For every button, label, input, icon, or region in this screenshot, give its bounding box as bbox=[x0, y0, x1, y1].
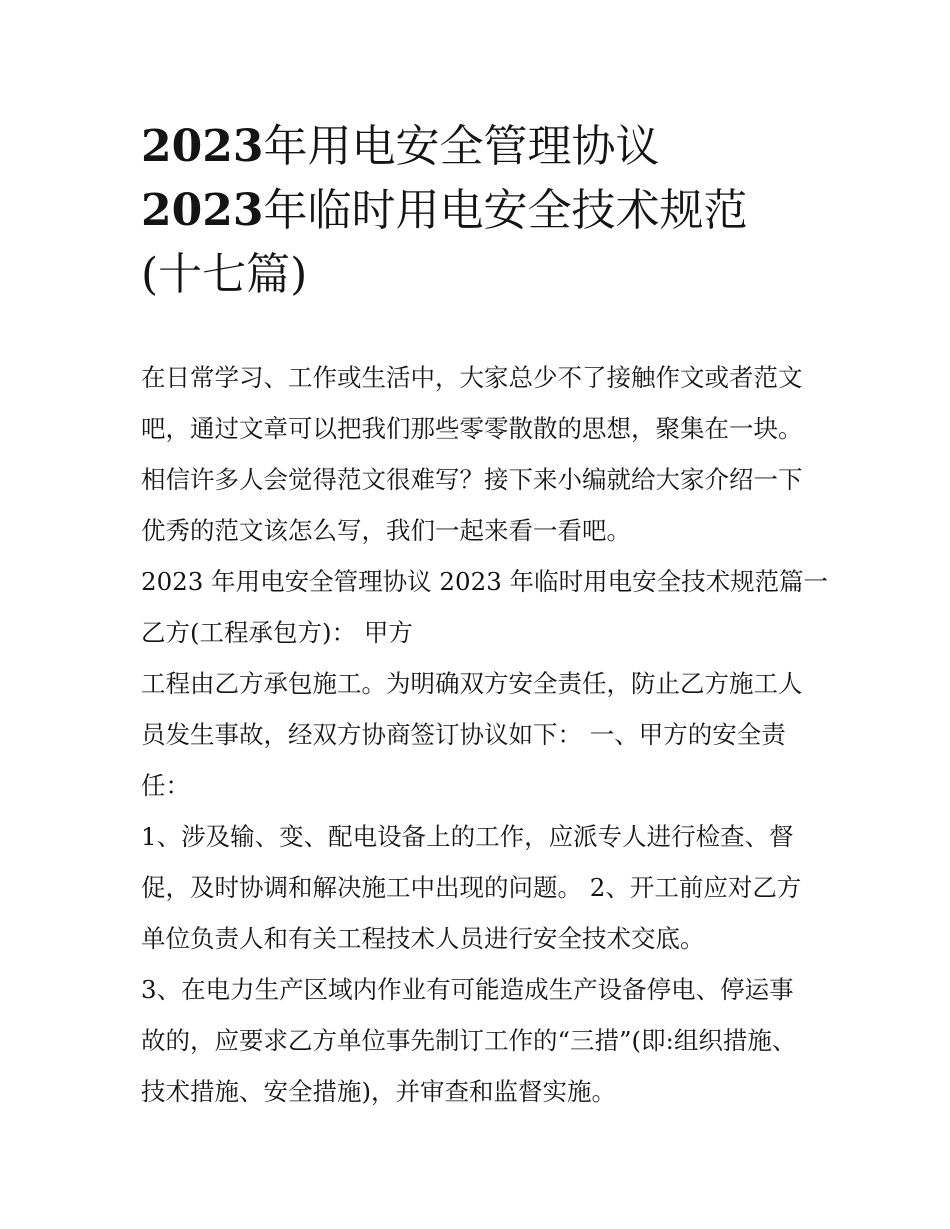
body-line: 技术措施、安全措施)，并审查和监督实施。 bbox=[141, 1077, 617, 1106]
body-line: 吧，通过文章可以把我们那些零零散散的思想，聚集在一块。 bbox=[141, 414, 803, 443]
title-year-2: 2023 bbox=[141, 185, 264, 236]
title-line-1 bbox=[141, 115, 831, 179]
section-heading: 2023 年用电安全管理协议 2023 年临时用电安全技术规范篇一 bbox=[141, 567, 829, 596]
body-line: 优秀的范文该怎么写，我们一起来看一看吧。 bbox=[141, 516, 631, 545]
title-text-2: 年临时用电安全技术规范 bbox=[263, 185, 748, 236]
title-line-3 bbox=[141, 243, 831, 307]
body-line: 相信许多人会觉得范文很难写？接下来小编就给大家介绍一下 bbox=[141, 465, 803, 494]
title-text-3: (十七篇) bbox=[141, 249, 308, 300]
title-year-1: 2023 bbox=[141, 121, 264, 172]
body-line: 3、在电力生产区域内作业有可能造成生产设备停电、停运事 bbox=[141, 975, 794, 1004]
body-line: 促，及时协调和解决施工中出现的问题。 2、开工前应对乙方 bbox=[141, 873, 802, 902]
body-line: 任： bbox=[141, 771, 190, 800]
title-line-2 bbox=[141, 179, 831, 243]
body-line: 1、涉及输、变、配电设备上的工作，应派专人进行检查、督 bbox=[141, 822, 794, 851]
document-body bbox=[141, 352, 831, 1117]
body-line: 单位负责人和有关工程技术人员进行安全技术交底。 bbox=[141, 924, 705, 953]
body-line: 工程由乙方承包施工。为明确双方安全责任，防止乙方施工人 bbox=[141, 669, 803, 698]
document-title bbox=[141, 115, 831, 307]
body-line: 在日常学习、工作或生活中，大家总少不了接触作文或者范文 bbox=[141, 363, 803, 392]
body-line: 故的，应要求乙方单位事先制订工作的“三措”(即:组织措施、 bbox=[141, 1026, 797, 1055]
body-line: 乙方(工程承包方)： 甲方 bbox=[141, 618, 413, 647]
title-text-1: 年用电安全管理协议 bbox=[263, 121, 660, 172]
body-line: 员发生事故，经双方协商签订协议如下： 一、甲方的安全责 bbox=[141, 720, 786, 749]
